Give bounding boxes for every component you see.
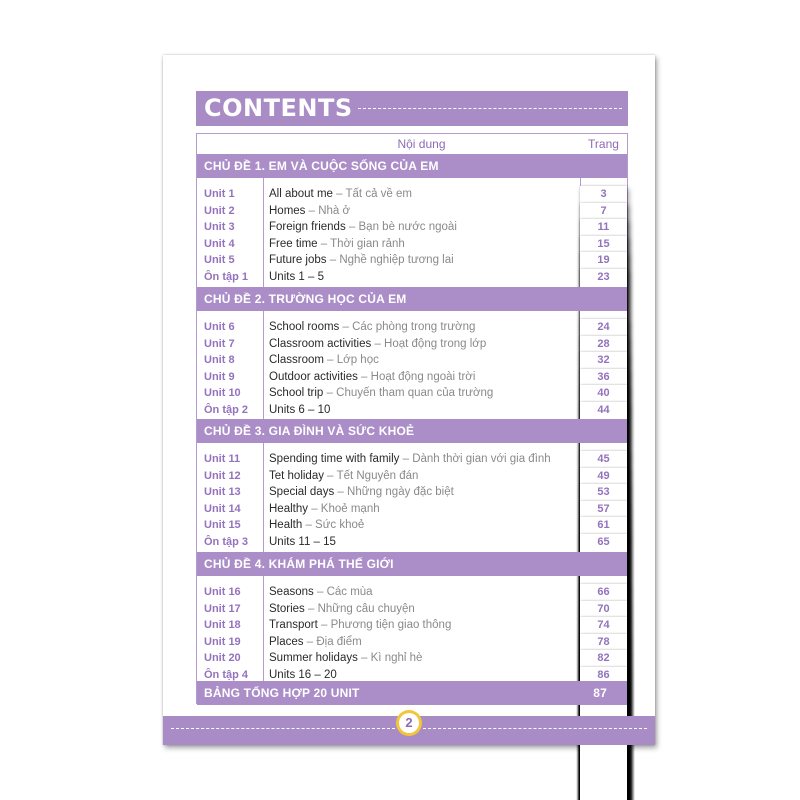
footer-dashed-line (423, 728, 647, 729)
unit-title (269, 219, 457, 235)
title-separator: – (357, 652, 371, 664)
unit-title-vi: Chuyến tham quan của trường (336, 387, 494, 399)
unit-title-vi: Bạn bè nước ngoài (358, 221, 457, 233)
toc-row[interactable] (197, 501, 627, 517)
section-header (197, 419, 627, 443)
unit-label: Unit 9 (204, 370, 235, 383)
unit-title-en: Homes (269, 204, 306, 217)
unit-title (269, 650, 422, 666)
unit-label: Unit 16 (204, 586, 241, 598)
page-number-cell: 61 (580, 517, 627, 800)
page-number-cell: 15 (580, 236, 627, 800)
unit-label: Ôn tập 1 (204, 270, 249, 283)
unit-title (269, 451, 551, 467)
page-number-cell: 36 (580, 369, 627, 800)
unit-title (269, 617, 451, 633)
unit-title-vi: Tất cả về em (345, 188, 412, 200)
unit-title-en: Units 11 – 15 (269, 535, 336, 548)
unit-label: Unit 17 (204, 602, 241, 615)
section-title: CHỦ ĐỀ 1. EM VÀ CUỘC SỐNG CỦA EM (204, 159, 439, 173)
unit-title-en: Healthy (269, 502, 308, 515)
title-separator: – (317, 619, 331, 631)
unit-title (269, 203, 350, 219)
unit-title (269, 252, 454, 268)
unit-title-vi: Dành thời gian với gia đình (412, 453, 551, 465)
unit-title-en: Units 6 – 10 (269, 403, 331, 416)
unit-title-en: Spending time with family (269, 453, 400, 465)
unit-title-en: Free time (269, 237, 318, 250)
title-separator: – (357, 370, 371, 383)
section-title: CHỦ ĐỀ 3. GIA ĐÌNH VÀ SỨC KHOẺ (204, 424, 415, 438)
unit-label: Unit 15 (204, 519, 241, 531)
unit-title-en: Health (269, 519, 303, 531)
page-number-cell: 28 (580, 336, 627, 800)
unit-title (269, 601, 415, 617)
title-separator: – (326, 254, 340, 266)
unit-title-en: Future jobs (269, 254, 327, 266)
unit-title-vi: Nghề nghiệp tương lai (339, 254, 454, 266)
page-number-cell: 24 (580, 319, 627, 800)
title-separator: – (323, 469, 337, 482)
section-header (197, 552, 627, 576)
toc-row[interactable] (197, 336, 627, 352)
unit-title-vi: Kì nghỉ hè (370, 652, 423, 664)
unit-title-vi: Những ngày đặc biệt (347, 486, 454, 498)
page-number-badge (396, 710, 422, 736)
title-separator: – (345, 221, 359, 233)
title-separator: – (371, 337, 385, 350)
unit-label: Unit 13 (204, 486, 241, 498)
unit-label: Unit 5 (204, 254, 235, 266)
toc-row[interactable] (197, 468, 627, 484)
unit-label: Unit 20 (204, 652, 241, 664)
title-separator: – (304, 602, 318, 615)
unit-title (269, 468, 418, 484)
unit-title-en: Foreign friends (269, 221, 346, 233)
page-number-cell: 23 (580, 269, 627, 800)
page-number-cell: 49 (580, 468, 627, 800)
page-number-cell: 19 (580, 252, 627, 800)
unit-label: Unit 4 (204, 237, 235, 250)
toc-row[interactable] (197, 634, 627, 650)
title-separator: – (308, 502, 321, 515)
unit-title (269, 501, 380, 517)
unit-label: Unit 19 (204, 635, 241, 648)
unit-title-vi: Hoạt động trong lớp (384, 337, 487, 350)
unit-label: Unit 7 (204, 337, 235, 350)
unit-title-en: School rooms (269, 321, 340, 333)
toc-row[interactable] (197, 584, 627, 600)
unit-label: Unit 2 (204, 204, 235, 217)
toc-row[interactable] (197, 650, 627, 666)
unit-title (269, 402, 330, 418)
unit-title-vi: Tết Nguyên đán (336, 469, 419, 482)
page-number-cell: 45 (580, 451, 627, 800)
section-header (197, 154, 627, 178)
unit-title-en: Summer holidays (269, 652, 358, 664)
unit-title-vi: Khoẻ mạnh (320, 502, 380, 515)
unit-title-en: Outdoor activities (269, 370, 358, 383)
title-separator: – (305, 204, 319, 217)
title-separator: – (323, 387, 337, 399)
unit-label: Unit 8 (204, 354, 235, 366)
column-header-page: Trang (588, 137, 619, 151)
page-number-cell: 66 (580, 584, 627, 800)
unit-title-en: All about me (269, 188, 333, 200)
summary-row[interactable] (197, 681, 627, 705)
toc-row[interactable] (197, 617, 627, 633)
unit-title-en: School trip (269, 387, 324, 399)
unit-label: Unit 18 (204, 619, 241, 631)
page-number-cell: 11 (580, 219, 627, 800)
column-header-content: Nội dung (397, 137, 446, 151)
unit-title (269, 319, 475, 335)
summary-page: 87 (593, 686, 607, 700)
unit-title-en: Special days (269, 486, 335, 498)
unit-title-en: Stories (269, 602, 305, 615)
page-number-cell: 57 (580, 501, 627, 800)
page-title: CONTENTS (204, 94, 353, 122)
title-separator: – (332, 188, 346, 200)
unit-label: Unit 10 (204, 387, 241, 399)
unit-title (269, 484, 454, 500)
title-separator: – (334, 486, 348, 498)
unit-title-en: Classroom activities (269, 337, 372, 350)
unit-title-vi: Các phòng trong trường (352, 321, 476, 333)
unit-title (269, 584, 373, 600)
page-number-cell: 3 (580, 186, 627, 800)
toc-row[interactable] (197, 451, 627, 467)
title-separator: – (313, 586, 327, 598)
unit-title-en: Classroom (269, 354, 324, 366)
unit-title-vi: Nhà ở (318, 204, 351, 217)
toc-row[interactable] (197, 203, 627, 219)
toc-row[interactable] (197, 601, 627, 617)
unit-title-vi: Thời gian rảnh (330, 237, 405, 250)
toc-row[interactable] (197, 369, 627, 385)
unit-title-vi: Sức khoẻ (315, 519, 365, 531)
table-header (197, 134, 627, 155)
unit-title-vi: Những câu chuyện (317, 602, 415, 615)
toc-row[interactable] (197, 219, 627, 235)
title-separator: – (303, 635, 317, 648)
unit-title-vi: Lớp học (336, 354, 379, 366)
unit-title (269, 269, 324, 285)
page-number-cell: 53 (580, 484, 627, 800)
page-number-cell: 86 (580, 667, 627, 800)
title-separator: – (302, 519, 316, 531)
unit-title (269, 517, 364, 533)
unit-title (269, 236, 405, 252)
toc-row[interactable] (197, 402, 627, 418)
page-number-cell: 44 (580, 402, 627, 800)
footer-dashed-line (171, 728, 395, 729)
unit-label: Ôn tập 4 (204, 668, 249, 681)
toc-row[interactable] (197, 252, 627, 268)
unit-label: Unit 6 (204, 321, 235, 333)
unit-title (269, 352, 379, 368)
toc-row[interactable] (197, 236, 627, 252)
toc-row[interactable] (197, 484, 627, 500)
toc-row[interactable] (197, 269, 627, 285)
toc-row[interactable] (197, 186, 627, 202)
page-number-cell: 65 (580, 534, 627, 800)
unit-title-en: Units 1 – 5 (269, 270, 324, 283)
page-number-cell: 78 (580, 634, 627, 800)
unit-label: Ôn tập 2 (204, 403, 249, 416)
page-number: 2 (399, 713, 419, 733)
title-separator: – (339, 321, 353, 333)
unit-title (269, 186, 412, 202)
page-number-cell: 40 (580, 385, 627, 800)
unit-label: Unit 12 (204, 469, 241, 482)
page-number-cell: 82 (580, 650, 627, 800)
toc-row[interactable] (197, 319, 627, 335)
unit-title-en: Transport (269, 619, 318, 631)
toc-row[interactable] (197, 352, 627, 368)
contents-table (196, 133, 628, 704)
page-number-cell: 32 (580, 352, 627, 800)
page-number-cell: 74 (580, 617, 627, 800)
unit-title-en: Places (269, 635, 304, 648)
unit-label: Unit 11 (204, 453, 241, 465)
title-separator: – (399, 453, 413, 465)
unit-label: Unit 3 (204, 221, 235, 233)
section-title: CHỦ ĐỀ 4. KHÁM PHÁ THẾ GIỚI (204, 557, 394, 571)
unit-title (269, 369, 475, 385)
title-separator: – (317, 237, 331, 250)
toc-row[interactable] (197, 517, 627, 533)
unit-label: Unit 1 (204, 188, 235, 200)
unit-title (269, 634, 362, 650)
unit-title (269, 336, 486, 352)
page-number-cell: 70 (580, 601, 627, 800)
page-number-cell: 7 (580, 203, 627, 800)
unit-title (269, 385, 493, 401)
contents-header (196, 91, 628, 126)
unit-label: Ôn tập 3 (204, 535, 249, 548)
unit-title-en: Tet holiday (269, 469, 324, 482)
header-dashed-line (358, 108, 622, 109)
unit-label: Unit 14 (204, 502, 241, 515)
section-header (197, 287, 627, 311)
summary-title: BẢNG TỔNG HỢP 20 UNIT (204, 686, 360, 700)
unit-title (269, 534, 336, 550)
title-separator: – (323, 354, 337, 366)
unit-title-en: Seasons (269, 586, 314, 598)
unit-title-vi: Địa điểm (316, 635, 362, 648)
section-title: CHỦ ĐỀ 2. TRƯỜNG HỌC CỦA EM (204, 292, 407, 306)
unit-title-vi: Các mùa (326, 586, 373, 598)
unit-title-vi: Phương tiện giao thông (330, 619, 452, 631)
toc-row[interactable] (197, 534, 627, 550)
unit-title-vi: Hoạt động ngoài trời (370, 370, 476, 383)
unit-title-en: Units 16 – 20 (269, 668, 337, 681)
toc-row[interactable] (197, 385, 627, 401)
